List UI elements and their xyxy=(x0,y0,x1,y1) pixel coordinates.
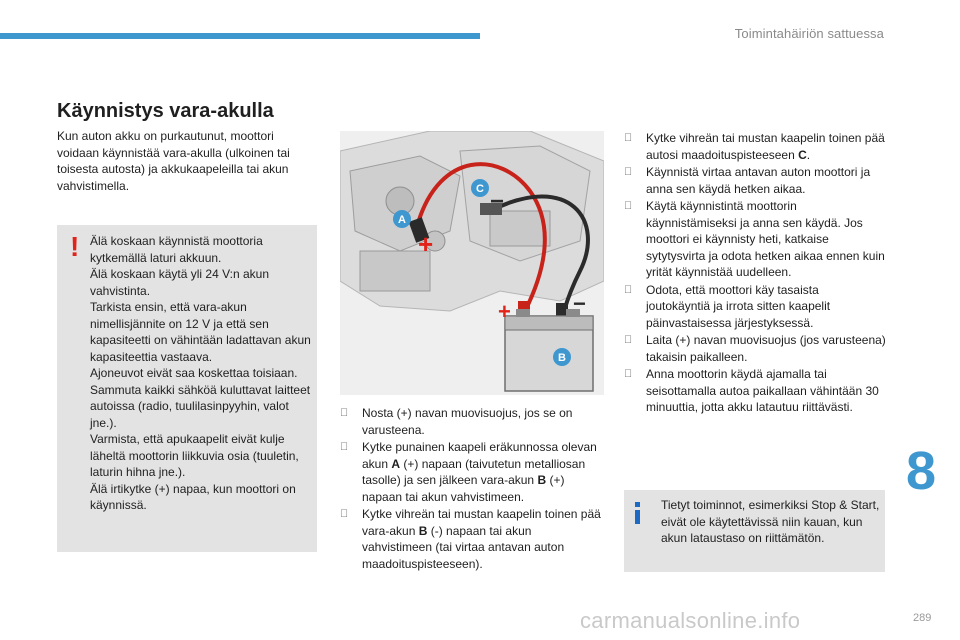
watermark: carmanualsonline.info xyxy=(580,608,801,633)
warning-line: Sammuta kaikki sähköä kuluttavat laitteet autoissa (radio, tuulilasinpyyhin, valot jne.). xyxy=(90,382,311,430)
checkbox-bullet-icon xyxy=(624,366,632,383)
step-text: Kytke vihreän tai mustan kaapelin toinen pää vara-akun xyxy=(362,507,601,538)
page-number: 289 xyxy=(913,612,932,624)
info-box xyxy=(624,490,885,572)
step-text: Käytä käynnistintä moottorin käynnistämiseksi ja anna sen käydä. Jos moottori ei käynnisty heti, katkaise sytytysvirta ja odota hetken aikaa ennen kuin yrität käynnistää uudelleen. xyxy=(646,199,885,279)
svg-text:+: + xyxy=(498,299,511,324)
header-accent-bar xyxy=(0,33,480,39)
step-text: Nosta (+) navan muovisuojus, jos se on varusteena. xyxy=(362,406,573,437)
section-title: Toimintahäiriön sattuessa xyxy=(734,26,884,41)
exclamation-icon: ! xyxy=(70,231,80,262)
step-reference: C xyxy=(798,147,807,162)
step-text: Kytke punainen kaapeli eräkunnossa olevan akun xyxy=(362,440,597,471)
chapter-number: 8 xyxy=(906,441,937,501)
checkbox-bullet-icon xyxy=(624,332,632,349)
step-item xyxy=(624,332,886,365)
step-item xyxy=(340,506,602,572)
steps-list-right xyxy=(624,130,886,417)
warning-line: Ajoneuvot eivät saa koskettaa toisiaan. xyxy=(90,366,298,380)
label-c: C xyxy=(476,183,484,195)
svg-text:−: − xyxy=(490,188,505,215)
step-item xyxy=(340,439,602,505)
warning-line: Älä koskaan käynnistä moottoria kytkemällä laturi akkuun. xyxy=(90,234,263,265)
jump-start-illustration xyxy=(340,131,604,395)
step-item xyxy=(624,130,886,163)
warning-box xyxy=(57,225,317,552)
checkbox-bullet-icon xyxy=(624,282,632,299)
label-a: A xyxy=(398,214,406,226)
step-text: Kytke vihreän tai mustan kaapelin toinen pää autosi maadoituspisteeseen xyxy=(646,131,885,162)
step-item xyxy=(624,164,886,197)
step-text: (-) napaan tai akun vahvistimeen (tai virtaa antavan auton maadoituspisteeseen). xyxy=(362,523,565,571)
warning-line: Tarkista ensin, että vara-akun nimellisjännite on 12 V ja että sen kapasiteetti on vähintään ladattavan akun kapasiteettia vastaava. xyxy=(90,300,311,364)
label-b: B xyxy=(558,352,566,364)
step-text: (+) napaan (taivutetun metalliosan tasolle) ja sen jälkeen vara-akun xyxy=(362,456,586,487)
warning-text xyxy=(90,233,312,514)
intro-paragraph: Kun auton akku on purkautunut, moottori voidaan käynnistää vara-akulla (ulkoinen tai toisesta autosta) ja akkukaapeleilla tai akun vahvistimella. xyxy=(57,129,290,193)
warning-line: Älä koskaan käytä yli 24 V:n akun vahvistinta. xyxy=(90,267,269,298)
step-item xyxy=(624,366,886,416)
checkbox-bullet-icon xyxy=(624,164,632,181)
page-title: Käynnistys vara-akulla xyxy=(57,100,274,122)
step-reference: A xyxy=(391,456,401,471)
warning-line: Varmista, että apukaapelit eivät kulje läheltä moottorin liikkuvia osia (tuuletin, laturin hihna jne.). xyxy=(90,432,299,479)
step-text: Käynnistä virtaa antavan auton moottori ja anna sen käydä hetken aikaa. xyxy=(646,165,871,196)
step-text: Anna moottorin käydä ajamalla tai seisottamalla autoa paikallaan vähintään 30 minuuttia, jotta akku latautuu riittävästi. xyxy=(646,367,879,414)
step-text: Odota, että moottori käy tasaista joutokäyntiä ja irrota sitten kaapelit päinvastaisessa järjestyksessä. xyxy=(646,282,831,330)
step-item xyxy=(624,282,886,332)
step-reference: B xyxy=(537,473,547,487)
checkbox-bullet-icon xyxy=(340,405,348,422)
step-item xyxy=(340,405,602,438)
step-item xyxy=(624,198,886,281)
warning-line: Älä irtikytke (+) napaa, kun moottori on käynnissä. xyxy=(90,481,296,512)
engine-bay-diagram xyxy=(340,131,604,395)
checkbox-bullet-icon xyxy=(624,130,632,147)
step-text: . xyxy=(806,147,811,162)
checkbox-bullet-icon xyxy=(340,439,348,456)
step-text: (+) napaan tai akun vahvistimeen. xyxy=(362,473,565,504)
svg-text:−: − xyxy=(573,291,586,316)
info-text: Tietyt toiminnot, esimerkiksi Stop & Start, eivät ole käytettävissä niin kauan, kun akun lataustaso on riittämätön. xyxy=(661,498,880,545)
info-icon xyxy=(635,502,640,524)
step-reference: B xyxy=(418,523,428,538)
checkbox-bullet-icon xyxy=(624,198,632,215)
checkbox-bullet-icon xyxy=(340,506,348,523)
step-text: Laita (+) navan muovisuojus (jos varusteena) takaisin paikalleen. xyxy=(646,333,886,364)
svg-text:+: + xyxy=(418,229,434,259)
steps-list-middle xyxy=(340,405,602,573)
